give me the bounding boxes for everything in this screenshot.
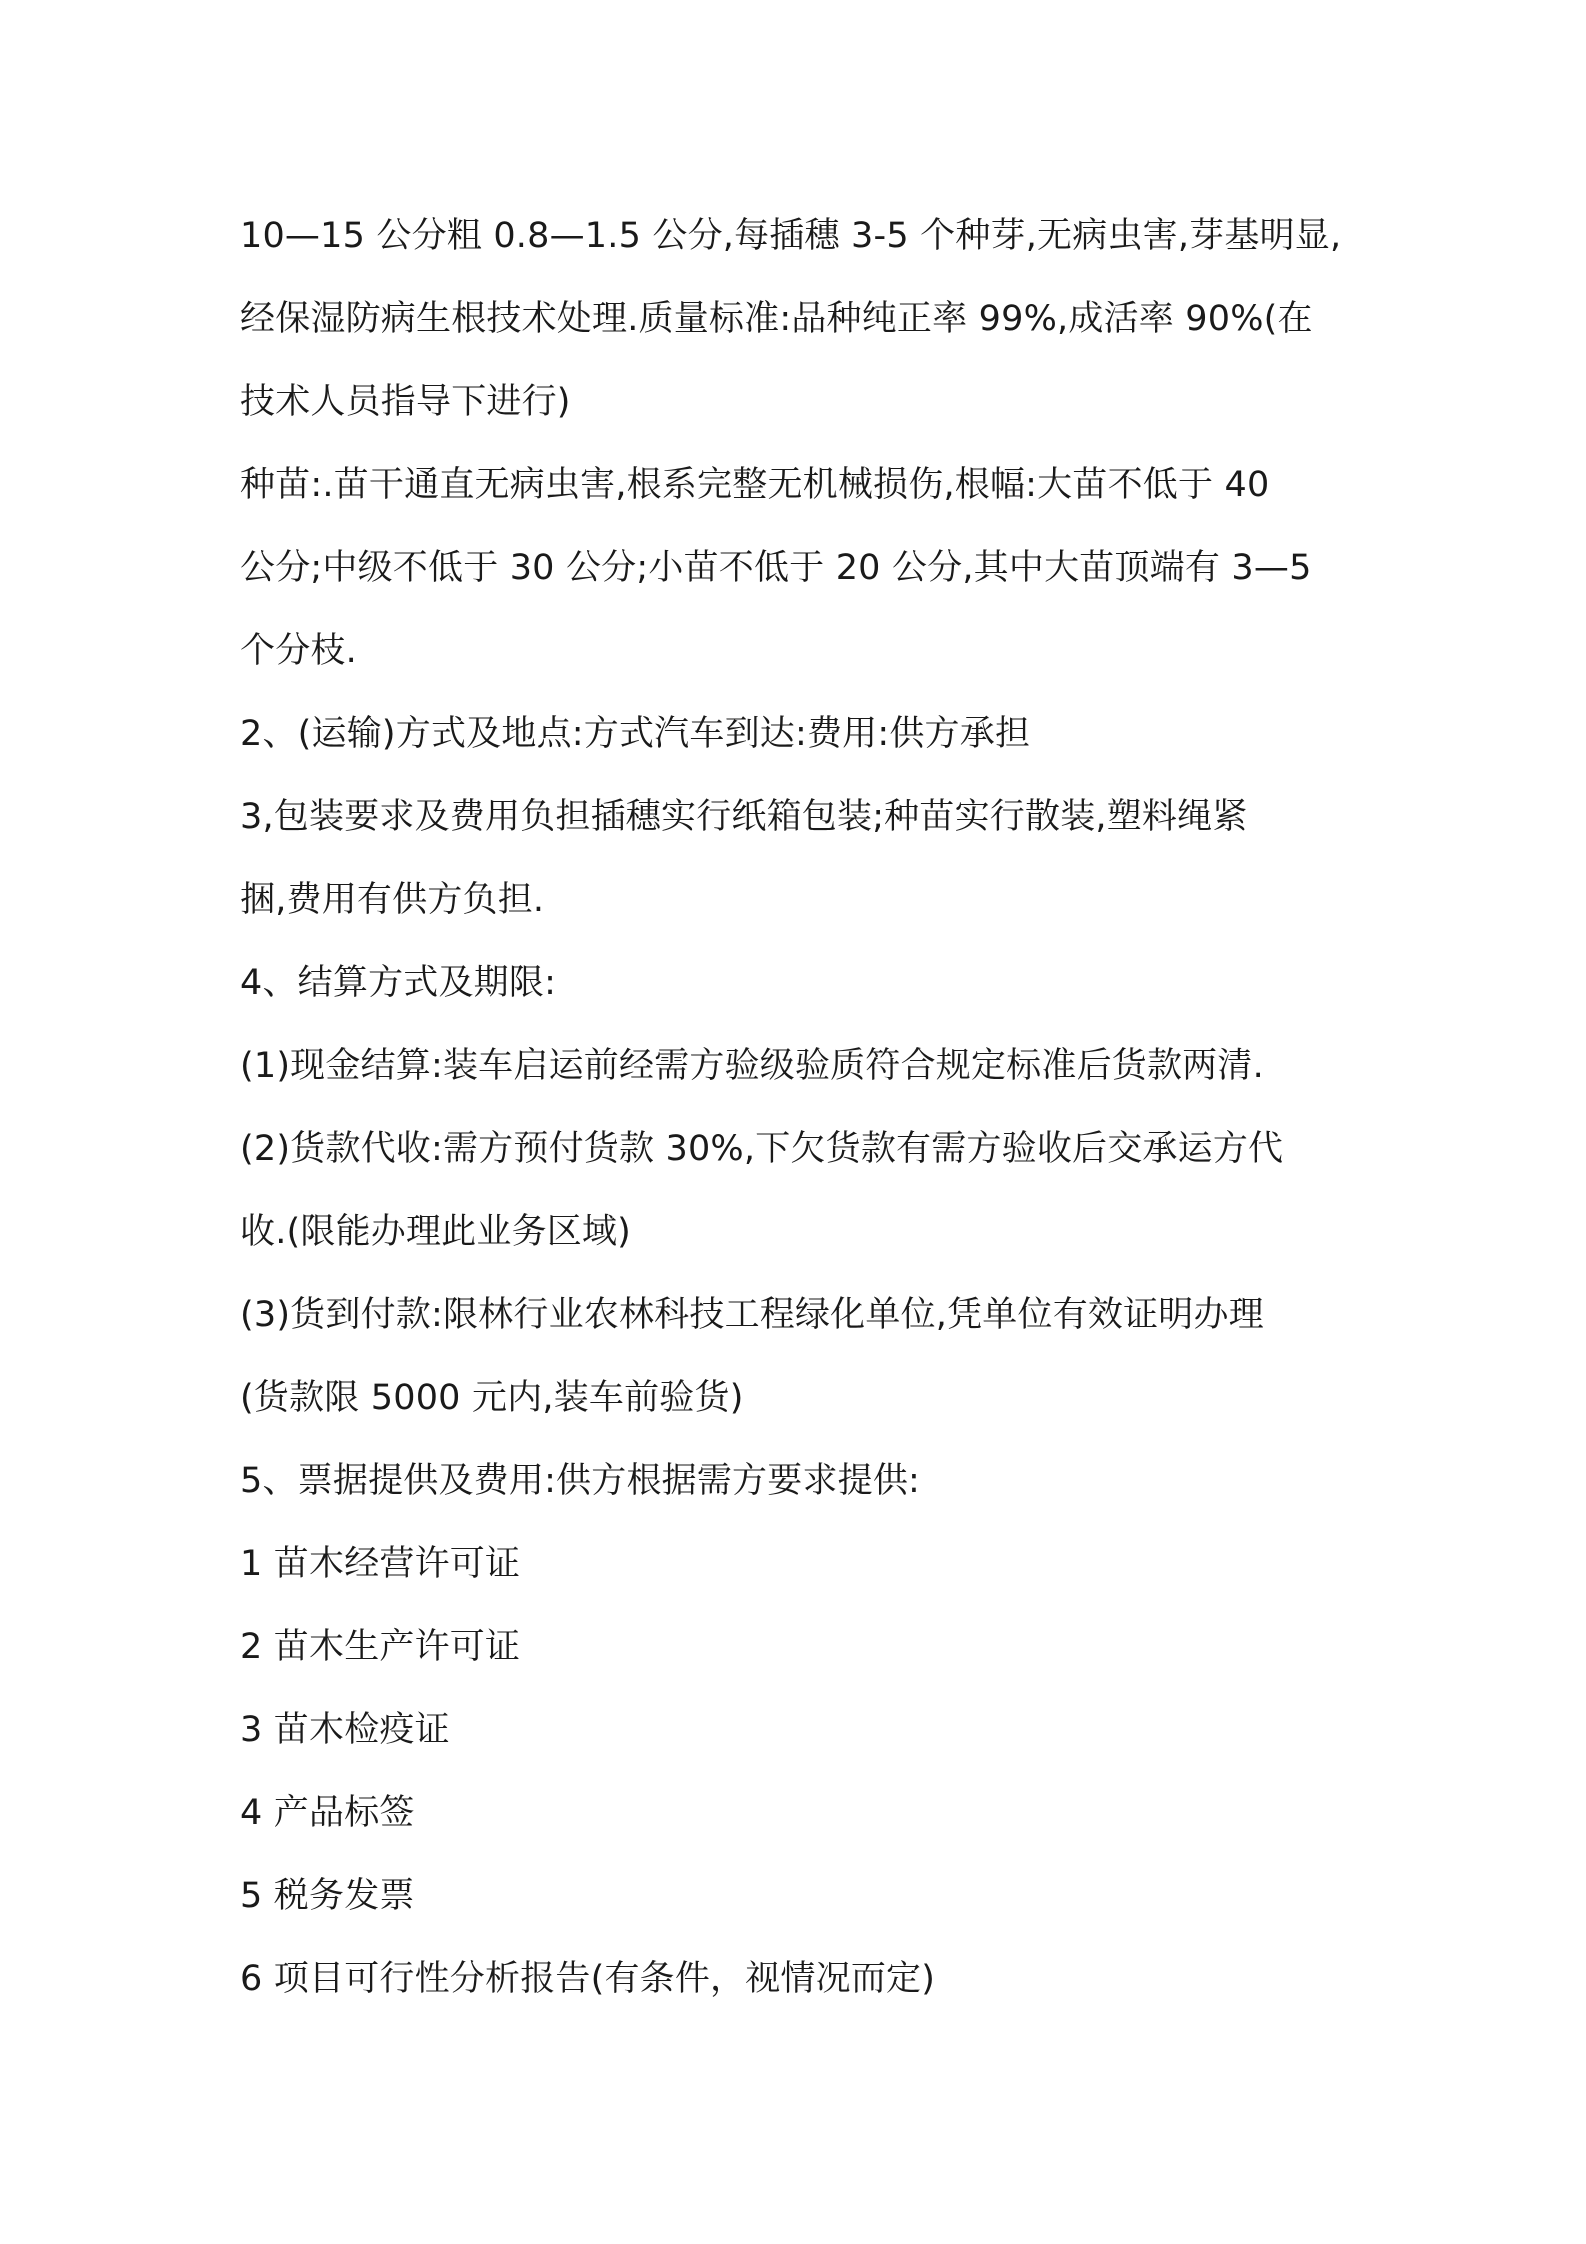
section-heading: 4、结算方式及期限:	[240, 963, 557, 1003]
text-line: 捆,费用有供方负担.	[240, 880, 545, 920]
text-line: 技术人员指导下进行)	[240, 382, 571, 422]
list-item: 2 苗木生产许可证	[240, 1627, 521, 1667]
section-heading: 3,包装要求及费用负担插穗实行纸箱包装;种苗实行散装,塑料绳紧	[240, 797, 1248, 837]
list-item: 1 苗木经营许可证	[240, 1544, 521, 1584]
list-item: 6 项目可行性分析报告(有条件，视情况而定)	[240, 1959, 936, 1999]
list-item: (1)现金结算:装车启运前经需方验级验质符合规定标准后货款两清.	[240, 1046, 1264, 1086]
text-line: 种苗:.苗干通直无病虫害,根系完整无机械损伤,根幅:大苗不低于 40	[240, 465, 1270, 505]
section-heading: 5、票据提供及费用:供方根据需方要求提供:	[240, 1461, 921, 1501]
text-line: 收.(限能办理此业务区域)	[240, 1212, 632, 1252]
text-line: 经保湿防病生根技术处理.质量标准:品种纯正率 99%,成活率 90%(在	[240, 299, 1313, 339]
section-heading: 2、(运输)方式及地点:方式汽车到达:费用:供方承担	[240, 714, 1031, 754]
text-line: 公分;中级不低于 30 公分;小苗不低于 20 公分,其中大苗顶端有 3—5	[240, 548, 1312, 588]
list-item: (3)货到付款:限林行业农林科技工程绿化单位,凭单位有效证明办理	[240, 1295, 1264, 1335]
text-line: (货款限 5000 元内,装车前验货)	[240, 1378, 744, 1418]
list-item: (2)货款代收:需方预付货款 30%,下欠货款有需方验收后交承运方代	[240, 1129, 1284, 1169]
list-item: 3 苗木检疫证	[240, 1710, 450, 1750]
document-body	[240, 195, 1360, 2021]
text-line: 个分枝.	[240, 631, 357, 671]
list-item: 5 税务发票	[240, 1876, 415, 1916]
list-item: 4 产品标签	[240, 1793, 415, 1833]
text-line: 10—15 公分粗 0.8—1.5 公分,每插穗 3-5 个种芽,无病虫害,芽基明显,	[240, 216, 1342, 256]
